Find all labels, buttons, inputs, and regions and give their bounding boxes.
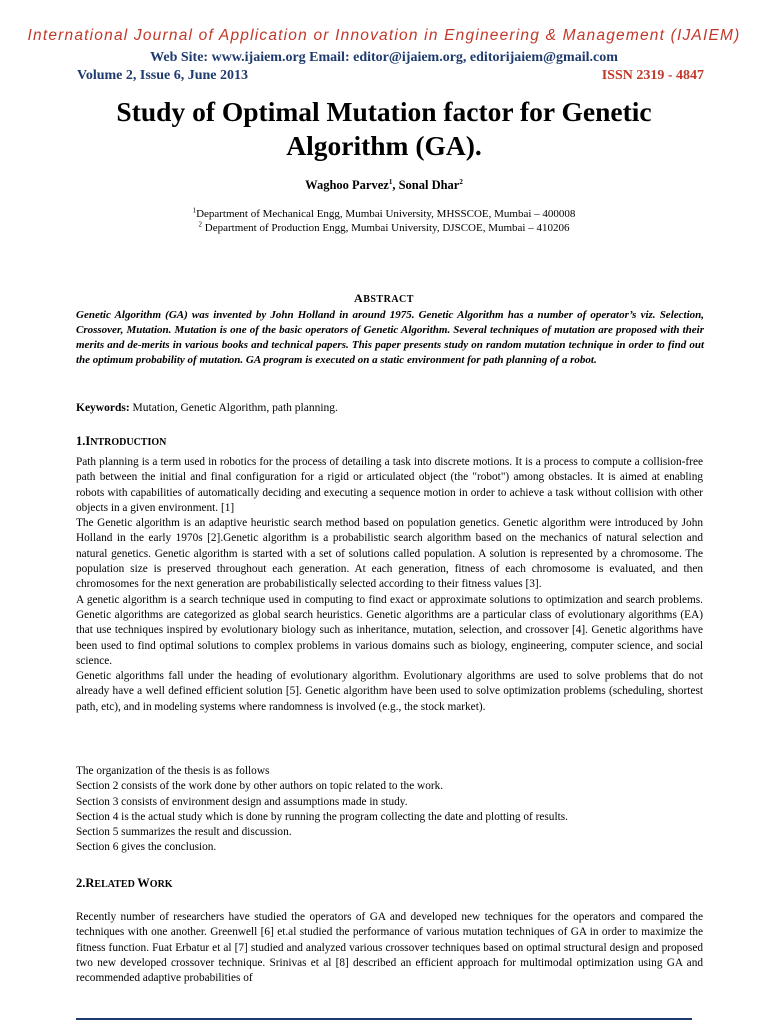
paragraph: A genetic algorithm is a search technique used in computing to find exact or approximate solutions to optimization and search problems. Genetic algorithms are categorized as global search heuristics. Genetic algorithms are a particular class of evolutionary algorithms (EA) that use techniques inspired by evolutionary biology such as inheritance, mutation, selection, and crossover [4]. Genetic algorithms have been used to find optimal solutions to complex problems in various domains such as biology, engineering, computer science, and social science. [76,593,703,667]
list-item: Section 6 gives the conclusion. [76,841,217,854]
list-item: Section 5 summarizes the result and discussion. [76,826,292,839]
heading-rest: ELATED [94,879,138,890]
journal-title: International Journal of Application or Innovation in Engineering & Management (IJAIEM) [27,27,741,44]
heading-rest: NTRODUCTION [90,437,167,448]
heading-rest: ORK [149,879,173,890]
introduction-body [76,455,703,715]
author-list [0,178,768,193]
heading-initial: I [85,434,91,448]
paragraph: Genetic algorithms fall under the heading of evolutionary algorithm. Evolutionary algorithms are used to solve problems that do not already have a well defined efficient solution [5]. Genetic algorithm have been used to solve optimization problems (scheduling, shortest path, etc), and in modeling systems where randomness is involved (e.g., the stock market). [76,670,703,713]
section-number: 2. [76,876,86,890]
author-name: Waghoo Parvez [305,178,389,192]
keywords-label: Keywords: [76,402,130,414]
volume-issue-date: Volume 2, Issue 6, June 2013 [77,68,249,83]
affiliations [0,207,768,235]
section-heading-related-work [76,876,173,891]
author-name: Sonal Dhar [398,178,460,192]
abstract-heading [0,291,768,306]
affiliation-mark: 2 [198,220,203,229]
section-heading-introduction [76,434,166,449]
affiliation-line [0,221,768,235]
paragraph: Path planning is a term used in robotics for the process of detailing a task into discrete motions. It is a process to compute a collision-free path between the initial and final configuration for a rigid or articulated object (the "robot") among obstacles. It is aimed at enabling robots with capabilities of automatically deciding and executing a sequence motion in order to achieve a task without collision with other objects in a given environment. [1] [76,456,703,514]
heading-initial: R [85,876,95,890]
affiliation-text: Department of Production Engg, Mumbai University, DJSCOE, Mumbai – 410206 [202,222,570,234]
list-item: Section 2 consists of the work done by other authors on topic related to the work. [76,780,444,793]
paragraph: The Genetic algorithm is an adaptive heuristic search method based on population genetics. Genetic algorithm were introduced by John Holland in the early 1970s [2].Genetic algorithm is a probabilistic search algorithm based on the mechanics of natural selection and natural genetics. Genetic algorithm is started with a set of solutions called population. A solution is represented by a chromosome. The population size is preserved throughout each generation. At each generation, fitness of each chromosome is evaluated, and then chromosomes for the next generation are probabilistically selected according to their fitness values [3]. [76,517,703,591]
keywords-line [76,402,704,414]
heading-initial: A [354,291,364,305]
paper-title: Study of Optimal Mutation factor for Genetic Algorithm (GA). [116,96,652,161]
affiliation-line [0,207,768,221]
keywords-value: Mutation, Genetic Algorithm, path planning. [129,402,338,414]
author-separator: , [392,178,399,192]
related-work-body [76,910,703,986]
list-item: Section 3 consists of environment design and assumptions made in study. [76,795,408,808]
author-affiliation-mark: 1 [388,177,393,186]
journal-website-email: Web Site: www.ijaiem.org Email: editor@ijaiem.org, editorijaiem@gmail.com [150,50,618,65]
issn-number: ISSN 2319 - 4847 [601,68,704,83]
affiliation-text: Department of Mechanical Engg, Mumbai University, MHSSCOE, Mumbai – 400008 [196,208,576,220]
organization-list [76,764,703,856]
list-item: Section 4 is the actual study which is done by running the program collecting the date and plotting of results. [76,810,568,823]
paragraph: Recently number of researchers have studied the operators of GA and developed new techniques for the operators and compared the techniques with one another. Greenwell [6] et.al studied the performance of various mutation techniques of GA in order to maximize the fitness function. Fuat Erbatur et al [7] studied and analyzed various crossover techniques based on optimal structural design and proposed two new developed crossover technique. Srinivas et al [8] described an efficient approach for multimodal optimization using GA and recommended adaptive probabilities of [76,911,703,985]
heading-rest: BSTRACT [363,294,414,305]
author-affiliation-mark: 2 [459,177,463,186]
list-item: The organization of the thesis is as follows [76,765,270,777]
heading-initial: W [137,876,150,890]
section-number: 1. [76,434,86,448]
footer-rule [76,1018,692,1020]
affiliation-mark: 1 [192,206,197,215]
abstract-text: Genetic Algorithm (GA) was invented by John Holland in around 1975. Genetic Algorithm has a number of operator’s viz. Selection, Crossover, Mutation. Mutation is one of the basic operators of Genetic Algorithm. Several techniques of mutation are proposed with their merits and de-merits in various books and technical papers. This paper presents study on random mutation technique in order to find out the optimum probability of mutation. GA program is executed on a static environment for path planning of a robot. [76,309,704,366]
